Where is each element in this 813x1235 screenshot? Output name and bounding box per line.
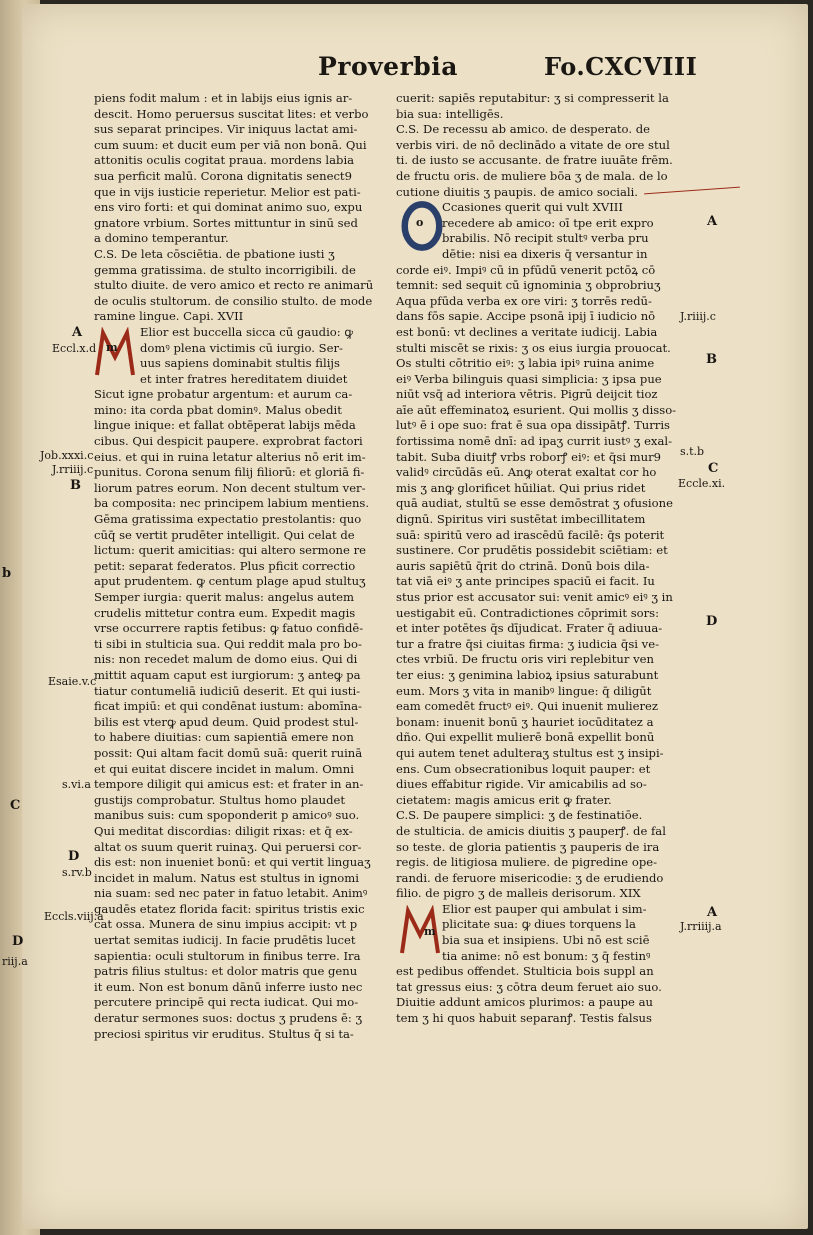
text-line: tabit. Suba diuitꝭ vrbs roborꝭ eiꝰ: et q̄si mur9 xyxy=(396,449,662,464)
text-line: punitus. Corona senum filij filiorū: et gloriā fi- xyxy=(94,465,365,480)
margin-letter: A xyxy=(72,325,83,340)
text-line: Qui meditat discordias: diligit rixas: et q̄ ex- xyxy=(94,823,353,838)
text-line: ramine lingue. Capi. XVII xyxy=(94,309,244,324)
text-line: gaudēs etatez florida facit: spiritus tristis exic xyxy=(94,901,365,916)
margin-reference: s.vi.a xyxy=(62,778,91,791)
text-line: vrse occurrere raptis fetibus: ꝙ fatuo confidē- xyxy=(94,621,364,636)
margin-reference: J.rriiij.a xyxy=(680,920,722,933)
margin-letter: C xyxy=(10,798,21,813)
text-line: fortissima nomē dnī: ad ipaʒ currit iustꝰ ʒ exal- xyxy=(396,434,673,449)
margin-reference: J.rriiij.c xyxy=(52,463,94,476)
text-line: ti sibi in stulticia sua. Qui reddit mala pro bo- xyxy=(94,636,362,651)
text-line: preciosi spiritus vir eruditus. Stultus q̄ si ta- xyxy=(94,1026,354,1041)
text-line: uestigabit eū. Contradictiones cōprimit sors: xyxy=(396,605,660,620)
red-initial-m-icon xyxy=(93,327,137,381)
text-line: randi. de feruore misericodie: ʒ de erudiendo xyxy=(396,870,664,885)
initial-m-chapter-17 xyxy=(93,327,137,381)
text-line: cibus. Qui despicit paupere. exprobrat factori xyxy=(94,434,363,449)
text-line: C.S. De leta cōsciētia. de pbatione iusti ʒ xyxy=(94,246,335,261)
text-line: verbis viri. de nō declinādo a vitate de ore stul xyxy=(396,137,670,152)
text-line: recedere ab amico: oī tpe erit expro xyxy=(442,215,654,230)
text-line: altat os suum querit ruinaʒ. Qui peruersi cor- xyxy=(94,839,362,854)
text-line: eiꝰ Verba bilinguis quasi simplicia: ʒ ipsa pue xyxy=(396,371,662,386)
initial-o-chapter-18 xyxy=(400,199,440,249)
text-line: lingue inique: et fallat obtēperat labijs mēda xyxy=(94,418,356,433)
text-line: Gēma gratissima expectatio prestolantis: quo xyxy=(94,512,362,527)
text-line: mino: ita corda pbat dominꝰ. Malus obedit xyxy=(94,402,342,417)
guide-letter: m xyxy=(106,341,118,354)
folio-number: Fo.CXCVIII xyxy=(544,52,698,81)
text-line: cutione diuitis ʒ paupis. de amico sociali. xyxy=(396,184,638,199)
margin-letter: b xyxy=(2,566,12,581)
margin-reference: s.t.b xyxy=(680,445,705,458)
text-line: cūq̄ se vertit prudēter intelligit. Qui celat de xyxy=(94,527,355,542)
text-line: cuerit: sapiēs reputabitur: ʒ si compresserit la xyxy=(396,91,669,105)
text-line: tia anime: nō est bonum: ʒ q̄ festinꝰ xyxy=(442,948,651,963)
text-line: ter eius: ʒ genimina labioꝝ ipsius saturabunt xyxy=(396,667,659,682)
text-line: it eum. Non est bonum dānū inferre iusto nec xyxy=(94,979,363,994)
text-line: Os stulti cōtritio eiꝰ: ʒ labia ipiꝰ ruina anime xyxy=(396,356,655,371)
text-line: de oculis stultorum. de consilio stulto. de mode xyxy=(94,293,373,308)
text-line: Elior est pauper qui ambulat i sim- xyxy=(442,901,647,916)
text-line: aput prudentem. ꝙ centum plage apud stultuʒ xyxy=(94,574,366,589)
text-line: quā audiat, stultū se esse demōstrat ʒ ofusione xyxy=(396,496,673,511)
text-line: to habere diuitias: cum sapientiā emere non xyxy=(94,730,354,745)
margin-letter: C xyxy=(708,461,719,476)
guide-letter: o xyxy=(416,216,424,229)
text-line: validꝰ circūdās eū. Anꝙ oterat exaltat cor ho xyxy=(396,465,657,480)
margin-letter: B xyxy=(70,478,81,493)
text-line: temnit: sed sequit cū ignominia ʒ obprobriuʒ xyxy=(396,278,661,293)
text-line: petit: separat federatos. Plus pficit correctio xyxy=(94,558,356,573)
initial-m-chapter-19 xyxy=(398,905,442,959)
text-line: possit: Qui altam facit domū suā: querit ruinā xyxy=(94,745,363,760)
text-line: nis: non recedet malum de domo eius. Qui di xyxy=(94,652,358,667)
text-line: ti. de iusto se accusante. de fratre iuuāte frēm. xyxy=(396,153,673,168)
text-line: liorum patres eorum. Non decent stultum ver- xyxy=(94,480,366,495)
text-line: sus separat principes. Vir iniquus lactat ami- xyxy=(94,122,358,137)
text-line: mittit aquam caput est iurgiorum: ʒ anteꝙ pa xyxy=(94,667,361,682)
text-line: gustijs comprobatur. Stultus homo plaudet xyxy=(94,792,346,807)
text-line: ens. Cum obsecrationibus loquit pauper: et xyxy=(396,761,651,776)
text-line: so teste. de gloria patientis ʒ pauperis de ira xyxy=(396,839,660,854)
text-line: C.S. De paupere simplici: ʒ de festinatiōe. xyxy=(396,808,643,823)
margin-letter: D xyxy=(706,614,718,629)
text-line: bonam: inuenit bonū ʒ hauriet iocūditatez a xyxy=(396,714,654,729)
text-line: tur a fratre q̄si ciuitas firma: ʒ iudicia q̄si ve- xyxy=(396,636,659,651)
text-line: manibus suis: cum spoponderit p amicoꝰ suo. xyxy=(94,808,360,823)
text-line: uertat semitas iudicij. In facie prudētis lucet xyxy=(94,933,356,948)
text-line: auris sapiētū q̄rit do ctrinā. Donū bois dila- xyxy=(396,558,650,573)
text-line: cum suum: et ducit eum per viā non bonā. Qui xyxy=(94,137,367,152)
text-line: ctes vrbiū. De fructu oris viri replebitur ven xyxy=(396,652,654,667)
text-line: ficat impiū: et qui condēnat iustum: abomīna- xyxy=(94,699,362,714)
margin-letter: D xyxy=(12,934,24,949)
text-line: suā: spiritū vero ad irascēdū facilē: q̄s poterit xyxy=(396,527,665,542)
text-line: dis est: non inueniet bonū: et qui vertit linguaʒ xyxy=(94,855,371,870)
text-line: est pedibus offendet. Stulticia bois suppl an xyxy=(396,964,654,979)
text-line: stus prior est accusator sui: venit amicꝰ eiꝰ ʒ in xyxy=(396,590,673,604)
text-line: patris filius stultus: et dolor matris que genu xyxy=(94,964,358,979)
text-line: sustinere. Cor prudētis possidebit sciētiam: et xyxy=(396,543,668,558)
text-line: de stulticia. de amicis diuitis ʒ pauperꝭ. de fal xyxy=(396,823,666,838)
text-line: corde eiꝰ. Impiꝰ cū in pfūdū venerit pctōꝝ cō xyxy=(396,262,656,277)
margin-reference: Eccls.viij.a xyxy=(44,910,104,923)
text-line: domꝰ plena victimis cū iurgio. Ser- xyxy=(140,340,343,355)
text-line: lictum: querit amicitias: qui altero sermone re xyxy=(94,543,366,558)
text-line: descit. Homo peruersus suscitat lites: et verbo xyxy=(94,106,369,121)
margin-reference: Esaie.v.c xyxy=(48,675,97,688)
text-line: dño. Qui expellit mulierē bonā expellit bonū xyxy=(396,730,655,745)
text-line: dans fōs sapie. Accipe psonā ipij ī iudicio nō xyxy=(396,309,656,324)
text-line: cat ossa. Munera de sinu impius accipit: vt p xyxy=(94,917,358,932)
text-line: eam comedēt fructꝰ eiꝰ. Qui inuenit mulierez xyxy=(396,699,658,714)
left-text-column xyxy=(94,91,384,1042)
text-line: ba composita: nec principem labium mentiens. xyxy=(94,496,370,511)
margin-reference: Eccl.x.d xyxy=(52,342,97,355)
text-line: Ccasiones querit qui vult XVIII xyxy=(442,200,623,215)
text-line: filio. de pigro ʒ de malleis derisorum. XIX xyxy=(396,886,641,901)
margin-reference: riij.a xyxy=(2,955,28,968)
text-line: mis ʒ anꝙ glorificet hūiliat. Qui prius ridet xyxy=(396,480,646,495)
text-line: piens fodit malum : et in labijs eius ignis ar- xyxy=(94,91,353,105)
text-line: tat gressus eius: ʒ cōtra deum feruet aio suo. xyxy=(396,979,662,994)
text-line: que in vijs iusticie reperietur. Melior est pati- xyxy=(94,184,361,199)
text-line: sapientia: oculi stultorum in finibus terre. Ira xyxy=(94,948,361,963)
text-line: brabilis. Nō recipit stultꝰ verba pru xyxy=(442,231,649,246)
text-line: est bonū: vt declines a veritate iudicij. Labia xyxy=(396,324,658,339)
text-line: C.S. De recessu ab amico. de desperato. de xyxy=(396,122,650,137)
text-line: uus sapiens dominabit stultis filijs xyxy=(140,356,340,371)
text-line: aīe aūt effeminatoꝝ esurient. Qui mollis ʒ disso- xyxy=(396,402,677,417)
text-line: regis. de litigiosa muliere. de pigredine ope- xyxy=(396,855,658,870)
text-line: gemma gratissima. de stulto incorrigibili. de xyxy=(94,262,356,277)
margin-letter: D xyxy=(68,849,80,864)
text-line: plicitate sua: ꝙ diues torquens la xyxy=(442,917,636,932)
text-line: Elior est buccella sicca cū gaudio: ꝙ xyxy=(140,324,354,339)
running-title: Proverbia xyxy=(318,52,458,81)
text-line: tat viā eiꝰ ʒ ante principes spaciū ei facit. Iu xyxy=(396,574,655,589)
text-line: bilis est vterꝙ apud deum. Quid prodest stul- xyxy=(94,714,359,729)
margin-letter: A xyxy=(707,214,718,229)
text-line: incidet in malum. Natus est stultus in ignomi xyxy=(94,870,359,885)
text-line: percutere principē qui recta iudicat. Qui mo- xyxy=(94,995,359,1010)
text-line: lutꝰ ē i ope suo: frat ē sua opa dissipātꝭ. Turris xyxy=(396,418,671,433)
text-line: eius. et qui in ruina letatur alterius nō erit im- xyxy=(94,449,366,464)
text-line: stulti miscēt se rixis: ʒ os eius iurgia prouocat. xyxy=(396,340,671,355)
text-line: diues effabitur rigide. Vir amicabilis ad so- xyxy=(396,777,647,792)
text-line: tiatur contumeliā iudiciū deserit. Et qui iusti- xyxy=(94,683,361,698)
text-line: Diuitie addunt amicos plurimos: a paupe au xyxy=(396,995,653,1010)
text-line: et inter potētes q̄s dījudicat. Frater q̄ adiuua- xyxy=(396,621,663,636)
text-line: nia suam: sed nec pater in fatuo letabit. Animꝰ xyxy=(94,886,368,901)
text-line: gnatore vrbium. Sortes mittuntur in sinū sed xyxy=(94,215,358,230)
text-line: deratur sermones suos: doctus ʒ prudens ē: ʒ xyxy=(94,1011,363,1026)
text-line: et qui euitat discere incidet in malum. Omni xyxy=(94,761,354,776)
margin-letter: A xyxy=(707,905,718,920)
text-line: cietatem: magis amicus erit ꝙ frater. xyxy=(396,792,612,807)
margin-reference: Job.xxxi.c xyxy=(40,449,94,462)
margin-reference: Eccle.xi. xyxy=(678,477,726,490)
text-line: a domino temperantur. xyxy=(94,231,229,246)
text-line: tem ʒ hi quos habuit separanꝭ. Testis falsus xyxy=(396,1011,652,1026)
text-line: bia sua: intelligēs. xyxy=(396,106,504,121)
text-line: crudelis mittetur contra eum. Expedit magis xyxy=(94,605,356,620)
guide-letter: m xyxy=(424,925,436,938)
margin-reference: J.riiij.c xyxy=(680,310,716,323)
text-line: bia sua et insipiens. Ubi nō est sciē xyxy=(442,933,650,948)
margin-reference: s.rv.b xyxy=(62,866,92,879)
text-line: Aqua pfūda verba ex ore viri: ʒ torrēs redū- xyxy=(396,293,652,308)
margin-letter: B xyxy=(706,352,717,367)
text-line: de fructu oris. de muliere bōa ʒ de mala. de lo xyxy=(396,168,668,183)
text-line: Sicut igne probatur argentum: et aurum ca- xyxy=(94,387,353,402)
text-line: stulto diuite. de vero amico et recto re animarū xyxy=(94,278,374,293)
text-line: et inter fratres hereditatem diuidet xyxy=(140,371,348,386)
text-line: Semper iurgia: querit malus: angelus autem xyxy=(94,590,354,604)
text-line: dignū. Spiritus viri sustētat imbecillitatem xyxy=(396,512,646,527)
text-line: sua perficit malū. Corona dignitatis senect9 xyxy=(94,168,352,183)
text-line: niūt vsq̄ ad interiora vētris. Pigrū deijcit tioz xyxy=(396,387,658,402)
text-line: qui autem tenet adulteraʒ stultus est ʒ insipi- xyxy=(396,745,664,760)
text-line: ens viro forti: et qui dominat animo suo, expu xyxy=(94,200,363,215)
text-line: tempore diligit qui amicus est: et frater in an- xyxy=(94,777,364,792)
text-line: dētie: nisi ea dixeris q̄ versantur in xyxy=(442,246,648,261)
text-line: attonitis oculis cogitat praua. mordens labia xyxy=(94,153,355,168)
text-line: eum. Mors ʒ vita in manibꝰ lingue: q̄ diligūt xyxy=(396,683,652,698)
